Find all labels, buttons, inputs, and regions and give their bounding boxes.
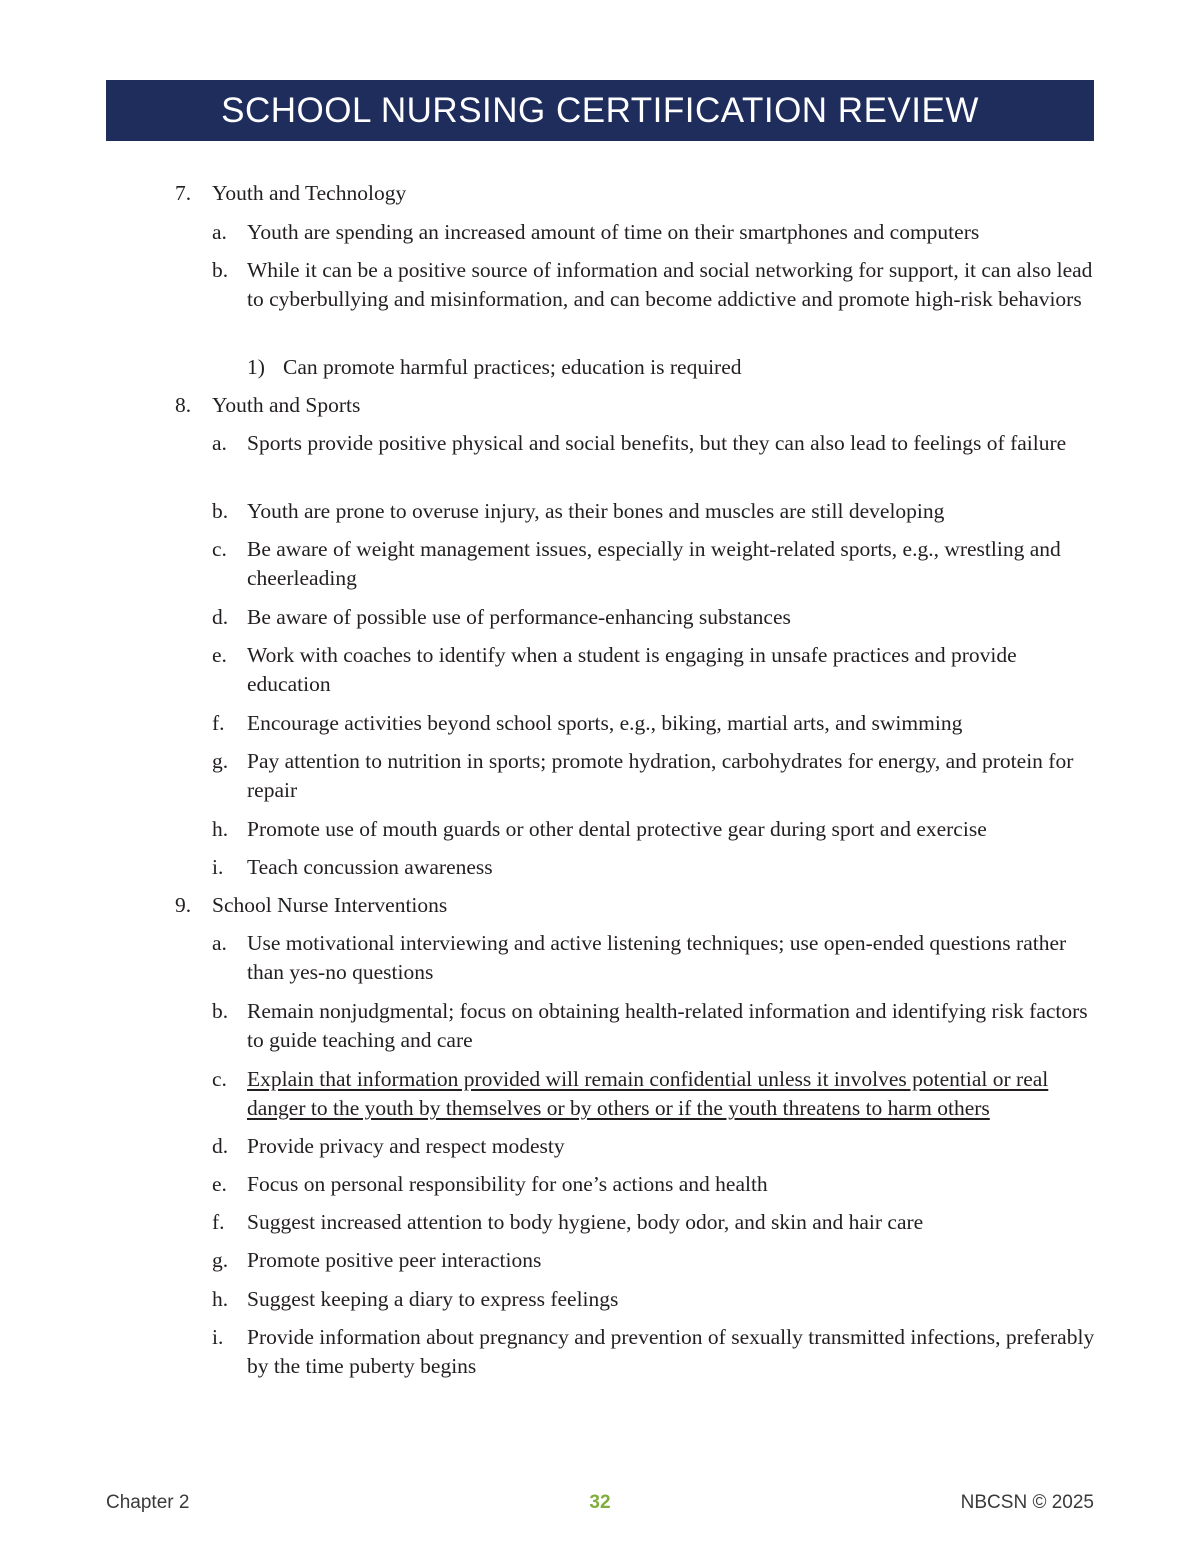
item-marker: i. bbox=[212, 855, 224, 879]
section-title: School Nurse Interventions bbox=[212, 893, 448, 917]
footer-copyright: NBCSN © 2025 bbox=[960, 1492, 1094, 1513]
item-text: Encourage activities beyond school sports, e.g., biking, martial arts, and swimming bbox=[247, 711, 963, 735]
item-text: Work with coaches to identify when a student is engaging in unsafe practices and provide education bbox=[247, 643, 1017, 696]
item-marker: d. bbox=[212, 605, 229, 629]
item-marker: b. bbox=[212, 258, 229, 282]
item-marker: h. bbox=[212, 1287, 229, 1311]
section-title: Youth and Sports bbox=[212, 393, 361, 417]
item-text: Provide privacy and respect modesty bbox=[247, 1134, 565, 1158]
item-marker: b. bbox=[212, 999, 229, 1023]
item-marker: c. bbox=[212, 1067, 227, 1091]
item-text: Can promote harmful practices; education is required bbox=[283, 355, 742, 379]
item-marker: a. bbox=[212, 931, 227, 955]
item-marker: h. bbox=[212, 817, 229, 841]
item-marker: a. bbox=[212, 220, 227, 244]
item-marker: f. bbox=[212, 711, 225, 735]
item-marker: d. bbox=[212, 1134, 229, 1158]
item-text: Use motivational interviewing and active listening techniques; use open-ended questions rather than yes-no questions bbox=[247, 931, 1067, 984]
page-title: SCHOOL NURSING CERTIFICATION REVIEW bbox=[221, 90, 979, 130]
section-number: 8. bbox=[175, 393, 192, 417]
item-marker: i. bbox=[212, 1325, 224, 1349]
item-text: Be aware of weight management issues, especially in weight-related sports, e.g., wrestling and cheerleading bbox=[247, 537, 1061, 590]
item-text: Pay attention to nutrition in sports; promote hydration, carbohydrates for energy, and protein for repair bbox=[247, 749, 1074, 802]
section-title: Youth and Technology bbox=[212, 181, 407, 205]
header-banner bbox=[106, 80, 1094, 141]
item-marker: e. bbox=[212, 1172, 227, 1196]
footer-chapter: Chapter 2 bbox=[106, 1492, 190, 1513]
item-text: Promote positive peer interactions bbox=[247, 1248, 542, 1272]
item-text: Provide information about pregnancy and prevention of sexually transmitted infections, preferably by the time puberty begins bbox=[247, 1325, 1095, 1378]
item-text: Teach concussion awareness bbox=[247, 855, 493, 879]
item-marker: g. bbox=[212, 749, 229, 773]
item-marker: b. bbox=[212, 499, 229, 523]
item-text: Sports provide positive physical and social benefits, but they can also lead to feelings of failure bbox=[247, 431, 1067, 455]
item-text: While it can be a positive source of information and social networking for support, it can also lead to cyberbullying and misinformation, and can become addictive and promote high-risk behaviors bbox=[247, 258, 1093, 311]
item-marker: a. bbox=[212, 431, 227, 455]
item-text: Youth are prone to overuse injury, as their bones and muscles are still developing bbox=[247, 499, 945, 523]
item-marker: e. bbox=[212, 643, 227, 667]
item-text: Youth are spending an increased amount of time on their smartphones and computers bbox=[247, 220, 980, 244]
item-text: Suggest increased attention to body hygiene, body odor, and skin and hair care bbox=[247, 1210, 924, 1234]
item-text: Focus on personal responsibility for one’s actions and health bbox=[247, 1172, 768, 1196]
item-text: Suggest keeping a diary to express feelings bbox=[247, 1287, 619, 1311]
highlighted-item-text: Explain that information provided will remain confidential unless it involves potential or real danger to the youth by themselves or by others or if the youth threatens to harm others bbox=[247, 1067, 1049, 1120]
item-text: Promote use of mouth guards or other dental protective gear during sport and exercise bbox=[247, 817, 987, 841]
section-number: 9. bbox=[175, 893, 192, 917]
item-marker: 1) bbox=[247, 355, 265, 379]
item-text: Be aware of possible use of performance-enhancing substances bbox=[247, 605, 791, 629]
item-marker: f. bbox=[212, 1210, 225, 1234]
section-number: 7. bbox=[175, 181, 192, 205]
item-text: Remain nonjudgmental; focus on obtaining health-related information and identifying risk factors to guide teaching and care bbox=[247, 999, 1088, 1052]
item-marker: g. bbox=[212, 1248, 229, 1272]
item-marker: c. bbox=[212, 537, 227, 561]
page-number: 32 bbox=[589, 1492, 611, 1513]
